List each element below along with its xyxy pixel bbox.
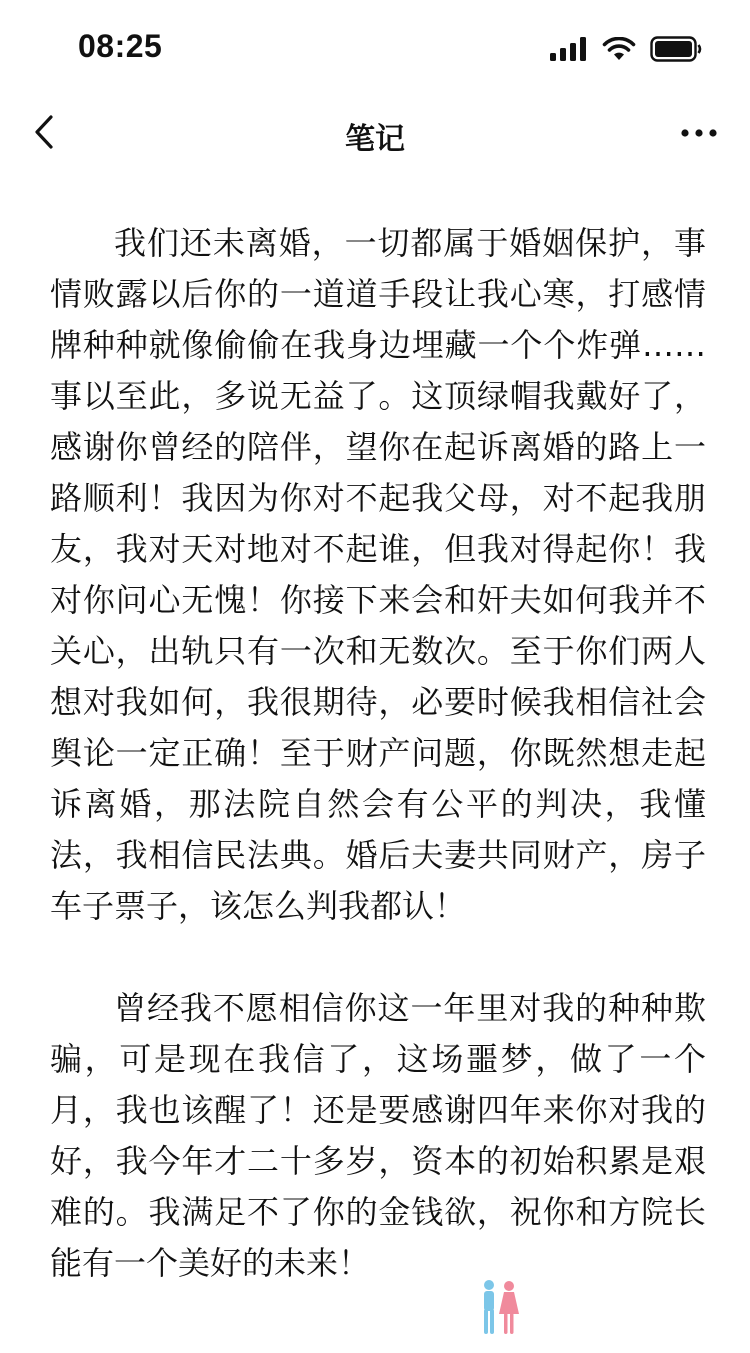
status-icons <box>550 36 702 62</box>
battery-icon <box>650 36 702 62</box>
page-title: 笔记 <box>345 122 405 157</box>
status-time: 08:25 <box>78 28 163 64</box>
couple-sticker-icon <box>476 1278 524 1336</box>
signal-icon <box>550 37 588 61</box>
status-bar <box>0 0 750 96</box>
more-button[interactable] <box>674 118 724 148</box>
more-dots-icon <box>680 128 718 138</box>
note-paragraph-1: 我们还未离婚，一切都属于婚姻保护，事情败露以后你的一道道手段让我心寒，打感情牌种种就像偷偷在我身边埋藏一个个炸弹……事以至此，多说无益了。这顶绿帽我戴好了，感谢你曾经的陪伴，望你在起诉离婚的路上一路顺利！我因为你对不起我父母，对不起我朋友，我对天对地对不起谁，但我对得起你！我对你问心无愧！你接下来会和奸夫如何我并不关心，出轨只有一次和无数次。至于你们两人想对我如何，我很期待，必要时候我相信社会舆论一定正确！至于财产问题，你既然想走起诉离婚，那法院自然会有公平的判决，我懂法，我相信民法典。婚后夫妻共同财产，房子车子票子，该怎么判我都认！ <box>50 224 706 925</box>
nav-bar <box>0 96 750 170</box>
note-paragraph-2: 曾经我不愿相信你这一年里对我的种种欺骗，可是现在我信了，这场噩梦，做了一个月，我也该醒了！还是要感谢四年来你对我的好，我今年才二十多岁，资本的初始积累是艰难的。我满足不了你的金钱欲，祝你和方院长能有一个美好的未来！ <box>50 989 706 1282</box>
wifi-icon <box>602 37 636 61</box>
note-body <box>50 218 706 1289</box>
